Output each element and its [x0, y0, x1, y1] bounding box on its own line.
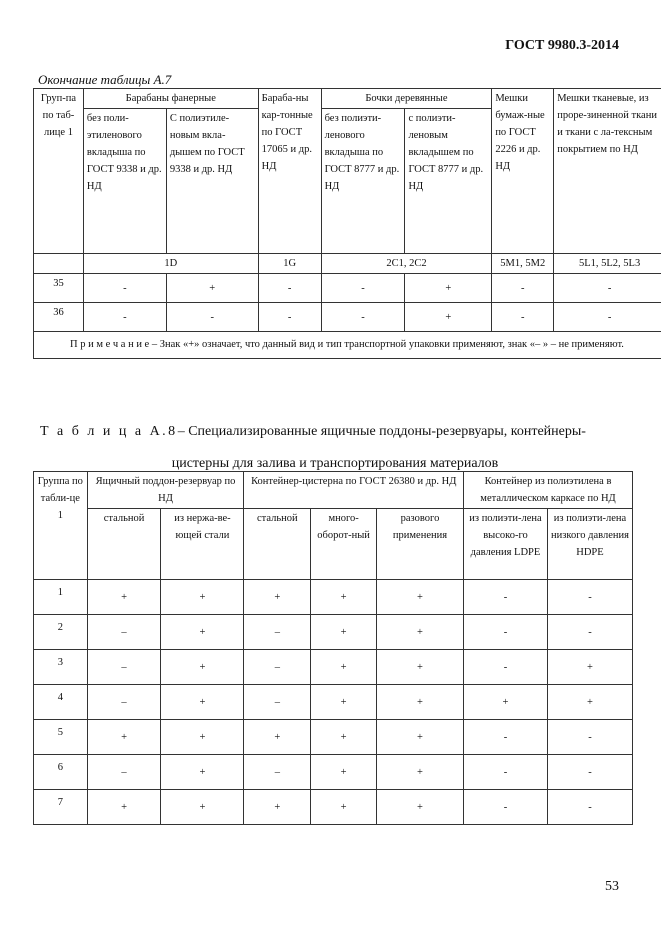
col-fabric-bags: Мешки тканевые, из проре-зиненной ткани и ткани с ла-тексным покрытием по НД — [554, 89, 661, 254]
col-plywood-drums: Барабаны фанерные — [83, 89, 258, 109]
col-plywood-without-liner: без поли-этиленового вкладыша по ГОСТ 9338 и др. НД — [83, 109, 166, 254]
value-cell: + — [311, 615, 377, 650]
value-cell: + — [376, 790, 463, 825]
page-number: 53 — [605, 879, 619, 894]
value-cell: - — [464, 755, 548, 790]
group-cell: 2 — [34, 615, 88, 650]
value-cell: - — [547, 790, 632, 825]
table-row — [34, 274, 661, 303]
value-cell: + — [161, 650, 244, 685]
value-cell: – — [244, 615, 311, 650]
code-cell: 5L1, 5L2, 5L3 — [554, 254, 661, 274]
table-a8-title-prefix: Т а б л и ц а А.8 — [40, 424, 178, 439]
value-cell: + — [244, 580, 311, 615]
value-cell: - — [258, 274, 321, 303]
table-row — [34, 790, 633, 825]
sub-col-header: стальной — [87, 509, 161, 580]
value-cell: + — [161, 755, 244, 790]
value-cell: – — [87, 685, 161, 720]
standard-header: ГОСТ 9980.3-2014 — [505, 38, 619, 53]
col-pallet-reservoir: Ящичный поддон-резервуар по НД — [87, 472, 244, 509]
value-cell: - — [547, 615, 632, 650]
col-plywood-with-liner: С полиэтиле-новым вкла-дышем по ГОСТ 9338 и др. НД — [166, 109, 258, 254]
value-cell: + — [161, 615, 244, 650]
col-group-header: Груп-па по таб-лице 1 — [34, 89, 84, 254]
value-cell: - — [464, 790, 548, 825]
value-cell: + — [547, 685, 632, 720]
table-row — [34, 720, 633, 755]
value-cell: + — [405, 274, 492, 303]
value-cell: + — [244, 720, 311, 755]
code-cell: 1G — [258, 254, 321, 274]
value-cell: - — [492, 303, 554, 332]
value-cell: - — [464, 615, 548, 650]
value-cell: + — [376, 685, 463, 720]
value-cell: + — [87, 580, 161, 615]
table-a8-title — [40, 420, 630, 476]
col-wooden-barrels: Бочки деревянные — [321, 89, 492, 109]
value-cell: + — [161, 685, 244, 720]
value-cell: + — [311, 685, 377, 720]
group-cell: 4 — [34, 685, 88, 720]
value-cell: - — [83, 274, 166, 303]
value-cell: – — [244, 685, 311, 720]
col-group-header: Группа по табли-це 1 — [34, 472, 88, 580]
table-a8-title-line1: – Специализированные ящичные поддоны-резервуары, контейнеры- — [177, 424, 586, 439]
code-cell: 1D — [83, 254, 258, 274]
value-cell: - — [554, 274, 661, 303]
col-tank-container: Контейнер-цистерна по ГОСТ 26380 и др. НД — [244, 472, 464, 509]
table-note — [34, 332, 661, 359]
code-cell: 5M1, 5M2 — [492, 254, 554, 274]
value-cell: + — [166, 274, 258, 303]
value-cell: + — [405, 303, 492, 332]
col-paper-bags: Мешки бумаж-ные по ГОСТ 2226 и др. НД — [492, 89, 554, 254]
value-cell: + — [464, 685, 548, 720]
sub-col-header: много-оборот-ный — [311, 509, 377, 580]
table-row — [34, 650, 633, 685]
group-cell: 3 — [34, 650, 88, 685]
value-cell: + — [376, 755, 463, 790]
value-cell: - — [166, 303, 258, 332]
group-cell: 36 — [34, 303, 84, 332]
table-row — [34, 303, 661, 332]
value-cell: + — [376, 615, 463, 650]
value-cell: + — [161, 790, 244, 825]
value-cell: - — [464, 720, 548, 755]
col-poly-container: Контейнер из полиэтилена в металлическом каркасе по НД — [464, 472, 633, 509]
col-cardboard-drums: Бараба-ны кар-тонные по ГОСТ 17065 и др. НД — [258, 89, 321, 254]
table-row — [34, 615, 633, 650]
table-a8 — [33, 471, 633, 825]
note-text: – Знак «+» означает, что данный вид и тип транспортной упаковки применяют, знак «– » – не применяют. — [149, 339, 624, 350]
value-cell: - — [547, 755, 632, 790]
code-cell: 2C1, 2C2 — [321, 254, 492, 274]
group-cell: 6 — [34, 755, 88, 790]
value-cell: - — [464, 650, 548, 685]
table-row — [34, 685, 633, 720]
value-cell: – — [87, 755, 161, 790]
value-cell: + — [311, 790, 377, 825]
value-cell: + — [244, 790, 311, 825]
value-cell: - — [492, 274, 554, 303]
group-cell: 7 — [34, 790, 88, 825]
group-cell: 35 — [34, 274, 84, 303]
value-cell: + — [311, 580, 377, 615]
value-cell: - — [258, 303, 321, 332]
table-a7 — [33, 88, 661, 359]
sub-col-header: из нержа-ве-ющей стали — [161, 509, 244, 580]
value-cell: + — [376, 720, 463, 755]
value-cell: + — [161, 720, 244, 755]
sub-col-header: разового применения — [376, 509, 463, 580]
table-row — [34, 755, 633, 790]
value-cell: + — [547, 650, 632, 685]
value-cell: - — [547, 580, 632, 615]
value-cell: - — [547, 720, 632, 755]
value-cell: – — [244, 650, 311, 685]
value-cell: + — [311, 720, 377, 755]
table-a8-title-line2: цистерны для залива и транспортирования материалов — [171, 456, 499, 471]
group-cell: 1 — [34, 580, 88, 615]
sub-col-header: из полиэти-лена высоко-го давления LDPE — [464, 509, 548, 580]
value-cell: – — [87, 615, 161, 650]
value-cell: - — [464, 580, 548, 615]
sub-col-header: стальной — [244, 509, 311, 580]
value-cell: + — [311, 650, 377, 685]
value-cell: + — [87, 790, 161, 825]
value-cell: + — [161, 580, 244, 615]
value-cell: + — [311, 755, 377, 790]
value-cell: - — [83, 303, 166, 332]
value-cell: - — [554, 303, 661, 332]
value-cell: + — [87, 720, 161, 755]
col-wooden-with-liner: с полиэти-леновым вкладышем по ГОСТ 8777 и др. НД — [405, 109, 492, 254]
group-cell: 5 — [34, 720, 88, 755]
value-cell: - — [321, 274, 405, 303]
sub-col-header: из полиэти-лена низкого давления HDPE — [547, 509, 632, 580]
table-row — [34, 580, 633, 615]
value-cell: - — [321, 303, 405, 332]
value-cell: + — [376, 650, 463, 685]
value-cell: + — [376, 580, 463, 615]
value-cell: – — [87, 650, 161, 685]
table-a7-caption: Окончание таблицы А.7 — [38, 72, 172, 87]
note-label: П р и м е ч а н и е — [70, 339, 150, 350]
col-wooden-without-liner: без полиэти-ленового вкладыша по ГОСТ 8777 и др. НД — [321, 109, 405, 254]
value-cell: – — [244, 755, 311, 790]
